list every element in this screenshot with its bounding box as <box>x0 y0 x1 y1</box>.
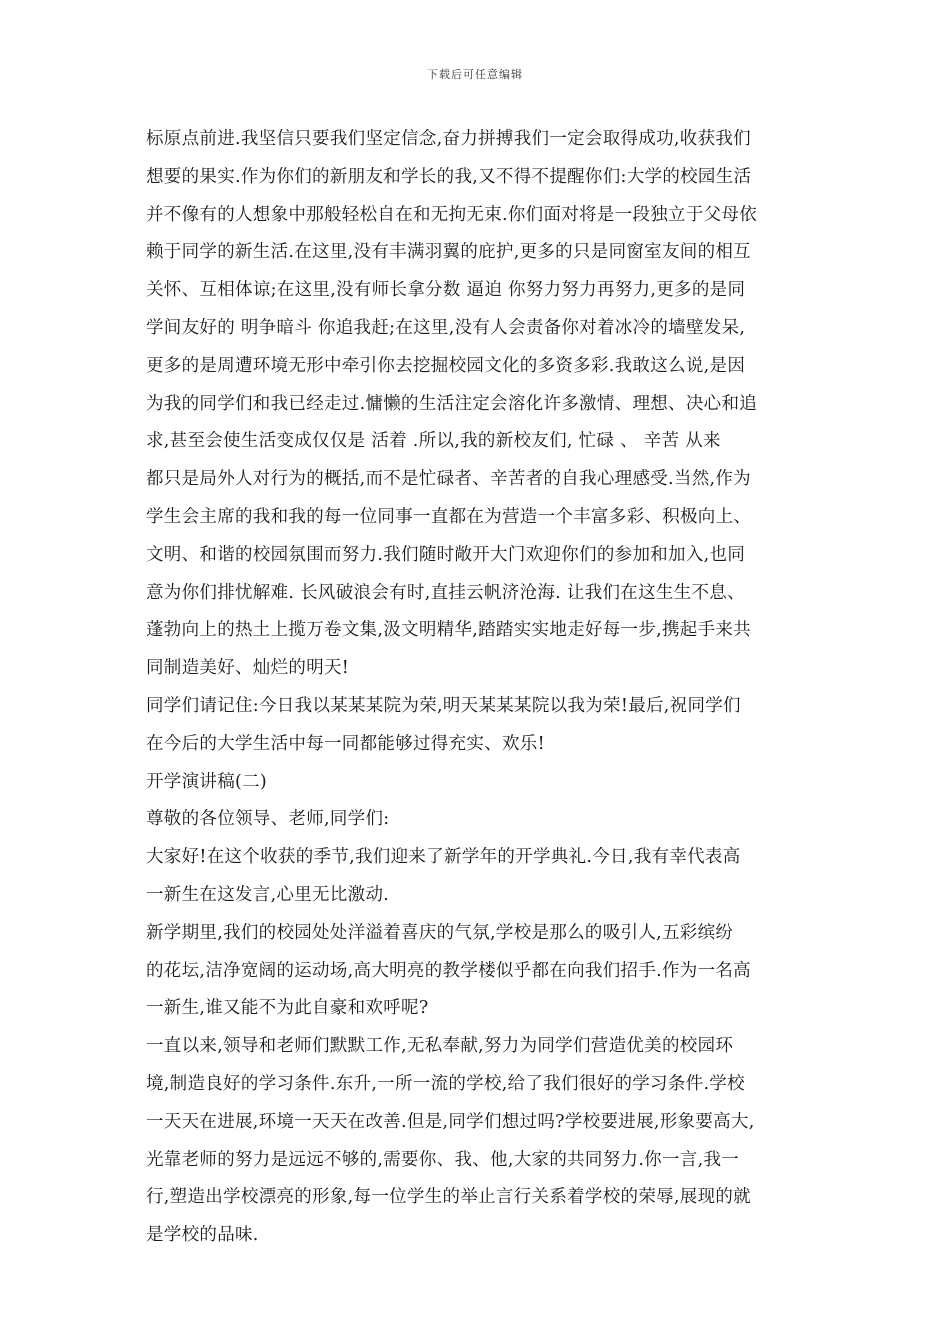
text-line: 赖于同学的新生活.在这里,没有丰满羽翼的庇护,更多的只是同窗室友间的相互 <box>146 242 751 263</box>
text-line: 一新生,谁又能不为此自豪和欢呼呢? <box>146 998 429 1019</box>
document-body <box>146 121 812 1255</box>
text-line: 一直以来,领导和老师们默默工作,无私奉献,努力为同学们营造优美的校园环 <box>146 1036 734 1057</box>
text-line: 学间友好的 明争暗斗 你追我赶;在这里,没有人会责备你对着冰冷的墙壁发呆, <box>146 317 746 338</box>
text-line: 大家好!在这个收获的季节,我们迎来了新学年的开学典礼.今日,我有幸代表高 <box>146 847 741 868</box>
text-line: 境,制造良好的学习条件.东升,一所一流的学校,给了我们很好的学习条件.学校 <box>146 1073 745 1094</box>
text-line: 为我的同学们和我已经走过.慵懒的生活注定会溶化许多激情、理想、决心和追 <box>146 393 758 414</box>
text-line: 文明、和谐的校园氛围而努力.我们随时敞开大门欢迎你们的参加和加入,也同 <box>146 544 746 565</box>
page-header: 下载后可任意编辑 <box>427 68 523 81</box>
text-line: 标原点前进.我坚信只要我们坚定信念,奋力拼搏我们一定会取得成功,收获我们 <box>146 129 751 149</box>
text-line: 都只是局外人对行为的概括,而不是忙碌者、辛苦者的自我心理感受.当然,作为 <box>146 469 751 490</box>
text-line: 关怀、互相体谅;在这里,没有师长拿分数 逼迫 你努力努力再努力,更多的是同 <box>146 280 746 301</box>
text-line: 行,塑造出学校漂亮的形象,每一位学生的举止言行关系着学校的荣辱,展现的就 <box>146 1187 751 1208</box>
text-line: 意为你们排忧解难. 长风破浪会有时,直挂云帆济沧海. 让我们在这生生不息、 <box>146 582 745 603</box>
text-line: 更多的是周遭环境无形中牵引你去挖掘校园文化的多资多彩.我敢这么说,是因 <box>146 355 746 376</box>
text-line: 尊敬的各位领导、老师,同学们: <box>146 809 390 830</box>
text-line: 蓬勃向上的热土上揽万卷文集,汲文明精华,踏踏实实地走好每一步,携起手来共 <box>146 620 751 641</box>
text-line: 同学们请记住:今日我以某某某院为荣,明天某某某院以我为荣!最后,祝同学们 <box>146 695 741 716</box>
text-line: 新学期里,我们的校园处处洋溢着喜庆的气氛,学校是那么的吸引人,五彩缤纷 <box>146 922 734 943</box>
text-line: 学生会主席的我和我的每一位同事一直都在为营造一个丰富多彩、积极向上、 <box>146 506 752 527</box>
text-line: 求,甚至会使生活变成仅仅是 活着 .所以,我的新校友们, 忙碌 、 辛苦 从来 <box>146 431 721 452</box>
text-line: 同制造美好、灿烂的明天! <box>146 658 350 679</box>
text-line: 开学演讲稿(二) <box>146 771 268 792</box>
text-line: 是学校的品味. <box>146 1225 259 1246</box>
text-line: 一天天在进展,环境一天天在改善.但是,同学们想过吗?学校要进展,形象要高大, <box>146 1111 755 1132</box>
text-line: 的花坛,洁净宽阔的运动场,高大明亮的教学楼似乎都在向我们招手.作为一名高 <box>146 960 751 981</box>
text-line: 一新生在这发言,心里无比激动. <box>146 884 390 905</box>
text-line: 光靠老师的努力是远远不够的,需要你、我、他,大家的共同努力.你一言,我一 <box>146 1149 740 1170</box>
text-line: 并不像有的人想象中那般轻松自在和无拘无束.你们面对将是一段独立于父母依 <box>146 204 758 225</box>
text-line: 想要的果实.作为你们的新朋友和学长的我,又不得不提醒你们:大学的校园生活 <box>146 166 752 187</box>
text-line: 在今后的大学生活中每一同都能够过得充实、欢乐! <box>146 733 545 754</box>
